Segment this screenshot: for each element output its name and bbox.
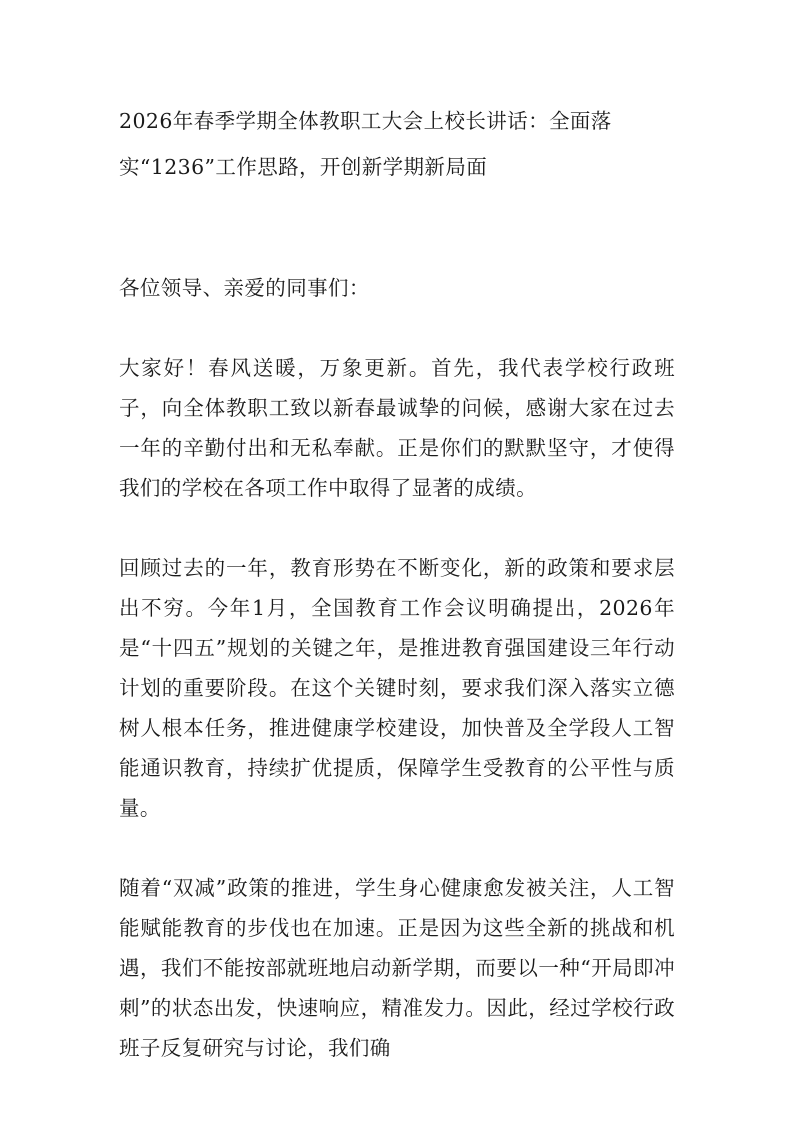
document-page [119,98,675,1068]
paragraph-greeting: 大家好！春风送暖，万象更新。首先，我代表学校行政班子，向全体教职工致以新春最诚挚的问候，感谢大家在过去一年的辛勤付出和无私奉献。正是你们的默默坚守，才使得我们的学校在各项工作中取得了显著的成绩。 [119,356,675,500]
salutation: 各位领导、亲爱的同事们： [119,276,370,300]
paragraph-challenges: 随着“双减”政策的推进，学生身心健康愈发被关注，人工智能赋能教育的步伐也在加速。正是因为这些全新的挑战和机遇，我们不能按部就班地启动新学期，而要以一种“开局即冲刺”的状态出发，快速响应，精准发力。因此，经过学校行政班子反复研究与讨论，我们确 [119,876,675,1060]
document-title: 2026年春季学期全体教职工大会上校长讲话：全面落实“1236”工作思路，开创新学期新局面 [119,109,612,179]
paragraph-review: 回顾过去的一年，教育形势在不断变化，新的政策和要求层出不穷。今年1月，全国教育工作会议明确提出，2026年是“十四五”规划的关键之年，是推进教育强国建设三年行动计划的重要阶段。在这个关键时刻，要求我们深入落实立德树人根本任务，推进健康学校建设，加快普及全学段人工智能通识教育，持续扩优提质，保障学生受教育的公平性与质量。 [119,556,675,820]
